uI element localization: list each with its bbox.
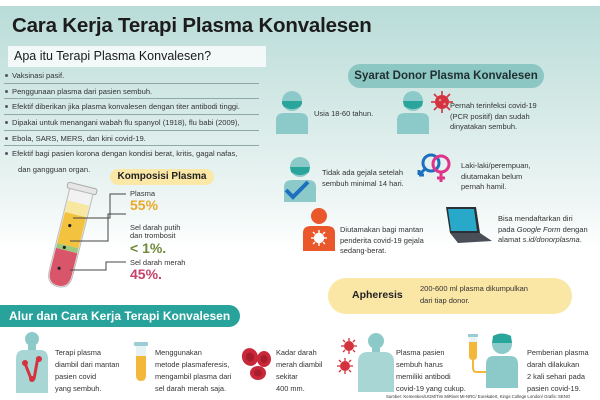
text-line [498, 235, 600, 246]
text-line: Kadar darah [276, 348, 317, 357]
syarat-text [450, 101, 600, 133]
alur-step-text [527, 347, 589, 395]
komposisi-value: 45%. [130, 266, 162, 282]
apheresis-text [420, 283, 550, 307]
komposisi-label: dan trombosit [130, 231, 176, 240]
text-line: merah diambil [276, 360, 323, 369]
iv-transfusion-icon [466, 332, 522, 388]
komposisi-item-sel-merah [130, 259, 185, 281]
text-line [498, 225, 600, 236]
text-line: pasien covid-19. [527, 384, 581, 393]
alur-step-text [276, 347, 322, 395]
infected-person-icon [302, 207, 336, 251]
text-fragment: dengan [560, 224, 588, 234]
person-mask-icon [274, 90, 310, 134]
registration-url: s.id/donorplasma [522, 235, 580, 244]
text-line: penderita covid-19 gejala [340, 235, 424, 245]
komposisi-label: Plasma [130, 189, 156, 198]
text-line: darah dilakukan [527, 360, 580, 369]
alur-title: Alur dan Cara Kerja Terapi Konvalesen [0, 305, 240, 327]
text-fragment: pada [498, 224, 517, 234]
apheresis-box [328, 278, 572, 314]
komposisi-item-plasma [130, 190, 158, 212]
text-line: sel darah merah saja. [155, 384, 227, 393]
alur-step-text [155, 347, 231, 395]
komposisi-label: Sel darah putih [130, 223, 181, 232]
intro-bullet-list [4, 68, 259, 178]
person-check-icon [282, 156, 318, 202]
text-line: 400 mm. [276, 384, 305, 393]
text-line: Diutamakan bagi mantan [340, 225, 424, 234]
komposisi-value: 55% [130, 197, 159, 213]
text-fragment: alamat [498, 235, 523, 244]
test-tube-icon [134, 342, 148, 382]
text-line: dinyatakan sembuh. [450, 122, 518, 131]
apheresis-label: Apheresis [352, 289, 403, 301]
text-line: metode plasmaferesis, [155, 360, 230, 369]
text-line: pernah hamil. [461, 182, 507, 191]
text-line: 2 kali sehari pada [527, 372, 585, 381]
komposisi-title: Komposisi Plasma [110, 169, 214, 185]
alur-step-text [55, 347, 120, 395]
text-line: Laki-laki/perempuan, [461, 161, 531, 170]
text-line: sekitar [276, 372, 298, 381]
bullet-item: Efektif diberikan jika plasma konvalesen dengan titer antibodi tinggi. [4, 99, 259, 115]
text-fragment: . [579, 235, 582, 244]
text-line: diambil dari mantan [55, 360, 120, 369]
text-line: sembuh harus [396, 360, 443, 369]
text-line: Pernah terinfeksi covid-19 [450, 101, 537, 110]
komposisi-value: < 1%. [130, 240, 167, 256]
text-line: Tidak ada gejala setelah [322, 168, 404, 177]
bullet-item: Ebola, SARS, MERS, dan kini covid-19. [4, 131, 259, 147]
text-line: pasien covid [55, 372, 97, 381]
laptop-icon [440, 205, 492, 247]
virus-person-icon [395, 90, 455, 134]
page-title: Cara Kerja Terapi Plasma Konvalesen [12, 14, 372, 37]
syarat-text: Usia 18-60 tahun. [314, 109, 374, 118]
text-line: Menggunakan [155, 348, 202, 357]
text-line: Plasma pasien [396, 348, 445, 357]
source-credit: Sumber: Kemenkes/UGM/Tim MiRiset MI-NRC/ Eurekalert, Kings College London/ Grafis: SENO [386, 394, 571, 399]
bullet-item-continued: dan gangguan organ. [18, 165, 91, 175]
text-line: 200-600 ml plasma dikumpulkan [420, 284, 528, 293]
connector-lines [70, 192, 130, 287]
syarat-text [461, 161, 531, 193]
infographic [0, 6, 600, 400]
gender-icon [417, 150, 453, 186]
google-form-text: Google Form [516, 224, 561, 234]
syarat-text [340, 225, 424, 257]
text-line: yang sembuh. [55, 384, 102, 393]
body-virus-icon [12, 331, 52, 393]
text-line: diutamakan belum [461, 171, 523, 181]
syarat-title: Syarat Donor Plasma Konvalesen [348, 64, 544, 88]
text-line: memiliki antibodi [396, 372, 451, 381]
text-line: Pemberian plasma [527, 348, 589, 357]
text-line: Bisa mendaftarkan diri [498, 214, 573, 223]
komposisi-item-sel-putih [130, 224, 180, 255]
bullet-item: Vaksinasi pasif. [4, 68, 259, 84]
bullet-item: Penggunaan plasma dari pasien sembuh. [4, 84, 259, 100]
text-line: sedang-berat. [340, 246, 387, 255]
red-blood-cells-icon [240, 347, 272, 381]
alur-step-text [396, 347, 466, 395]
text-line: dari tiap donor. [420, 296, 470, 305]
section-subtitle: Apa itu Terapi Plasma Konvalesen? [8, 46, 266, 67]
text-line: (PCR positif) dan sudah [450, 111, 530, 121]
text-line: Terapi plasma [55, 348, 102, 357]
komposisi-label: Sel darah merah [130, 258, 186, 267]
text-line: covid-19 yang cukup. [396, 384, 466, 393]
text-line: mengambil plasma dari [155, 372, 232, 381]
syarat-text [498, 214, 600, 246]
bullet-item: Efektif bagi pasien korona dengan kondisi berat, kritis, gagal nafas, [4, 146, 259, 162]
syarat-text [322, 168, 404, 189]
text-line: sembuh minimal 14 hari. [322, 178, 404, 188]
bullet-item: Dipakai untuk menangani wabah flu spanyol (1918), flu babi (2009), [4, 115, 259, 131]
virus-antibody-icon [336, 332, 394, 392]
